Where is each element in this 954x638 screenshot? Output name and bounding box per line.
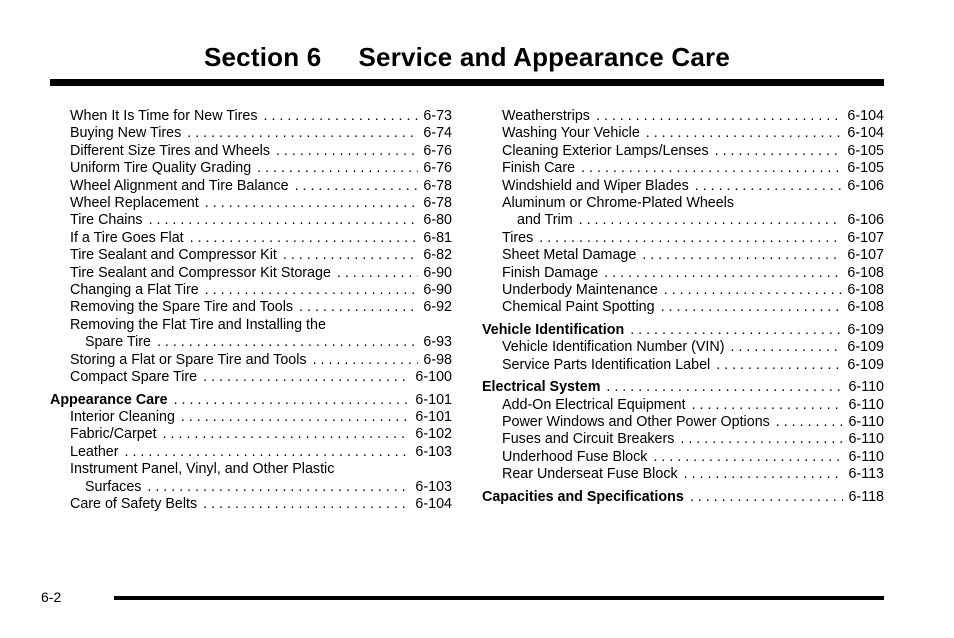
toc-page-number: 6-110 [848, 448, 884, 465]
toc-entry[interactable] [50, 496, 452, 513]
leader-dots [579, 212, 843, 229]
toc-entry[interactable] [482, 282, 884, 299]
toc-entry-continued: Aluminum or Chrome-Plated Wheels [502, 195, 735, 212]
footer-rule [114, 596, 884, 600]
toc-entry-label: and Trim [517, 212, 573, 229]
toc-page-number: 6-104 [847, 125, 884, 142]
leader-dots [695, 178, 843, 195]
toc-entry[interactable] [482, 160, 884, 177]
leader-dots [581, 160, 842, 177]
toc-page-number: 6-106 [847, 177, 884, 194]
toc-entry-continued: Instrument Panel, Vinyl, and Other Plastic [70, 461, 335, 478]
leader-dots [716, 357, 842, 374]
toc-page-number: 6-90 [423, 264, 452, 281]
toc-entry-label: Vehicle Identification Number (VIN) [502, 339, 725, 356]
toc-entry-label: Care of Safety Belts [70, 495, 198, 512]
toc-page-number: 6-110 [848, 413, 884, 430]
leader-dots [276, 143, 418, 160]
leader-dots [653, 449, 843, 466]
toc-entry[interactable] [482, 431, 884, 448]
toc-page-number: 6-90 [423, 282, 452, 299]
toc-entry[interactable] [50, 282, 452, 299]
toc-page-number: 6-73 [423, 108, 452, 124]
toc-entry-label: Storing a Flat or Spare Tire and Tools [70, 351, 307, 368]
toc-page-number: 6-76 [423, 142, 452, 159]
toc-entry-label: Underhood Fuse Block [502, 448, 648, 465]
leader-dots [299, 299, 418, 316]
toc-entry[interactable] [50, 195, 452, 212]
toc-entry-label: Sheet Metal Damage [502, 247, 637, 264]
toc-entry-label: Tire Chains [70, 212, 143, 229]
toc-page-number: 6-101 [415, 391, 452, 408]
section-title: Section 6 Service and Appearance Care [203, 42, 731, 72]
toc-entry[interactable] [50, 143, 452, 160]
toc-entry-label: Fuses and Circuit Breakers [502, 431, 675, 448]
leader-dots [190, 230, 419, 247]
toc-entry-label: Leather [70, 443, 119, 460]
toc-entry-label: Finish Damage [502, 264, 599, 281]
toc-entry-label: Wheel Replacement [70, 195, 199, 212]
leader-dots [680, 431, 843, 448]
toc-page-number: 6-110 [848, 379, 884, 396]
toc-entry-label: Tire Sealant and Compressor Kit [70, 247, 277, 264]
leader-dots [776, 414, 844, 431]
toc-entry-label: Windshield and Wiper Blades [502, 177, 689, 194]
toc-entry[interactable] [50, 212, 452, 229]
leader-dots [337, 265, 418, 282]
leader-dots [661, 299, 843, 316]
leader-dots [664, 282, 843, 299]
toc-entry[interactable] [50, 409, 452, 426]
leader-dots [596, 108, 842, 125]
leader-dots [205, 282, 419, 299]
toc-entry-label: Interior Cleaning [70, 408, 175, 425]
leader-dots [630, 322, 842, 339]
leader-dots [731, 339, 843, 356]
toc-entry-label: Rear Underseat Fuse Block [502, 466, 678, 483]
toc-page-number: 6-108 [847, 282, 884, 299]
toc-entry[interactable] [50, 230, 452, 247]
toc-entry-label: Finish Care [502, 160, 576, 177]
toc-entry-label: Spare Tire [85, 334, 151, 351]
toc-entry-label: Tires [502, 229, 534, 246]
toc-page-number: 6-118 [848, 488, 884, 505]
toc-entry-label: Uniform Tire Quality Grading [70, 160, 252, 177]
toc-heading[interactable] [482, 489, 884, 506]
leader-dots [157, 334, 418, 351]
toc-page-number: 6-110 [848, 431, 884, 448]
leader-dots [606, 379, 843, 396]
toc-page-number: 6-93 [423, 334, 452, 351]
leader-dots [187, 125, 418, 142]
toc-entry[interactable] [482, 299, 884, 316]
leader-dots [642, 247, 842, 264]
toc-page-number: 6-107 [847, 247, 884, 264]
leader-dots [205, 195, 419, 212]
leader-dots [690, 489, 844, 506]
toc-entry[interactable] [50, 125, 452, 142]
toc-entry[interactable] [50, 426, 452, 443]
toc-heading[interactable] [50, 392, 452, 409]
toc-heading[interactable] [482, 379, 884, 396]
leader-dots [149, 212, 419, 229]
toc-entry-label: Different Size Tires and Wheels [70, 142, 270, 159]
toc-page-number: 6-107 [847, 229, 884, 246]
leader-dots [125, 444, 411, 461]
toc-entry[interactable] [482, 449, 884, 466]
toc-page-number: 6-105 [847, 142, 884, 159]
toc-page-number: 6-80 [423, 212, 452, 229]
leader-dots [684, 466, 844, 483]
toc-entry[interactable] [50, 369, 452, 386]
leader-dots [174, 392, 411, 409]
toc-page-number: 6-103 [415, 443, 452, 460]
title-rule [50, 79, 884, 86]
toc-page-number: 6-109 [847, 356, 884, 373]
toc-entry[interactable] [482, 108, 884, 125]
leader-dots [203, 496, 410, 513]
toc-page-number: 6-108 [847, 299, 884, 316]
toc-entry[interactable] [50, 160, 452, 177]
leader-dots [283, 247, 419, 264]
toc-entry-label: Vehicle Identification [482, 321, 625, 338]
toc-entry[interactable] [50, 479, 452, 496]
leader-dots [539, 230, 842, 247]
toc-page-number: 6-109 [847, 339, 884, 356]
toc-entry-label: Removing the Spare Tire and Tools [70, 299, 294, 316]
leader-dots [313, 352, 419, 369]
toc-entry[interactable] [50, 178, 452, 195]
toc-page-number: 6-74 [423, 125, 452, 142]
toc-page-number: 6-109 [847, 321, 884, 338]
toc-page-number: 6-102 [415, 426, 452, 443]
toc-entry-continued: Removing the Flat Tire and Installing the [70, 316, 326, 333]
toc-left-column [50, 108, 452, 513]
toc-entry-label: Changing a Flat Tire [70, 282, 199, 299]
leader-dots [264, 108, 419, 125]
toc-page-number: 6-101 [415, 408, 452, 425]
toc-entry-label: Underbody Maintenance [502, 282, 658, 299]
toc-entry[interactable] [482, 125, 884, 142]
leader-dots [604, 265, 842, 282]
toc-entry-label: Wheel Alignment and Tire Balance [70, 177, 289, 194]
toc-page-number: 6-82 [423, 247, 452, 264]
toc-page-number: 6-104 [415, 495, 452, 512]
toc-page-number: 6-76 [423, 160, 452, 177]
toc-entry[interactable] [482, 466, 884, 483]
toc-entry[interactable] [482, 339, 884, 356]
toc-entry-label: Buying New Tires [70, 125, 182, 142]
toc-entry-label: Washing Your Vehicle [502, 125, 640, 142]
leader-dots [692, 397, 844, 414]
toc-entry-label: If a Tire Goes Flat [70, 229, 184, 246]
toc-right-column [482, 108, 884, 506]
toc-entry-label: Weatherstrips [502, 108, 590, 124]
toc-entry[interactable] [482, 178, 884, 195]
toc-entry[interactable] [50, 265, 452, 282]
toc-page-number: 6-106 [847, 212, 884, 229]
toc-entry[interactable] [482, 265, 884, 282]
toc-entry-label: Appearance Care [50, 391, 168, 408]
leader-dots [203, 369, 410, 386]
toc-entry-label: Compact Spare Tire [70, 369, 198, 386]
toc-entry-label: Surfaces [85, 478, 142, 495]
toc-entry[interactable] [482, 212, 884, 229]
toc-page-number: 6-78 [423, 177, 452, 194]
toc-page-number: 6-81 [423, 229, 452, 246]
toc-page-number: 6-113 [848, 466, 884, 483]
toc-entry-label: Cleaning Exterior Lamps/Lenses [502, 142, 709, 159]
toc-entry[interactable] [50, 299, 452, 316]
toc-page-number: 6-104 [847, 108, 884, 124]
toc-page-number: 6-92 [423, 299, 452, 316]
toc-entry-label: Service Parts Identification Label [502, 356, 711, 373]
leader-dots [295, 178, 419, 195]
leader-dots [257, 160, 418, 177]
toc-page-number: 6-110 [848, 396, 884, 413]
toc-entry[interactable] [482, 397, 884, 414]
toc-entry-label: Fabric/Carpet [70, 426, 157, 443]
toc-page-number: 6-78 [423, 195, 452, 212]
leader-dots [646, 125, 843, 142]
leader-dots [715, 143, 843, 160]
toc-entry-label: Power Windows and Other Power Options [502, 413, 770, 430]
toc-heading[interactable] [482, 322, 884, 339]
toc-entry[interactable] [50, 444, 452, 461]
toc-entry[interactable] [482, 230, 884, 247]
toc-entry-label: Capacities and Specifications [482, 488, 684, 505]
toc-entry-label: When It Is Time for New Tires [70, 108, 258, 124]
toc-entry[interactable] [50, 247, 452, 264]
page-number: 6-2 [41, 589, 62, 605]
toc-entry[interactable] [482, 357, 884, 374]
toc-page-number: 6-108 [847, 264, 884, 281]
leader-dots [163, 426, 411, 443]
toc-entry[interactable] [482, 143, 884, 160]
toc-entry[interactable] [482, 414, 884, 431]
toc-entry[interactable] [482, 247, 884, 264]
toc-entry[interactable] [50, 334, 452, 351]
toc-page-number: 6-103 [415, 478, 452, 495]
toc-entry-label: Tire Sealant and Compressor Kit Storage [70, 264, 331, 281]
toc-entry-label: Add-On Electrical Equipment [502, 396, 686, 413]
toc-entry[interactable] [50, 352, 452, 369]
toc-page-number: 6-98 [423, 351, 452, 368]
toc-entry[interactable] [50, 108, 452, 125]
toc-entry-label: Electrical System [482, 379, 601, 396]
toc-entry-label: Chemical Paint Spotting [502, 299, 655, 316]
toc-page-number: 6-105 [847, 160, 884, 177]
toc-page-number: 6-100 [415, 369, 452, 386]
leader-dots [147, 479, 410, 496]
leader-dots [181, 409, 411, 426]
